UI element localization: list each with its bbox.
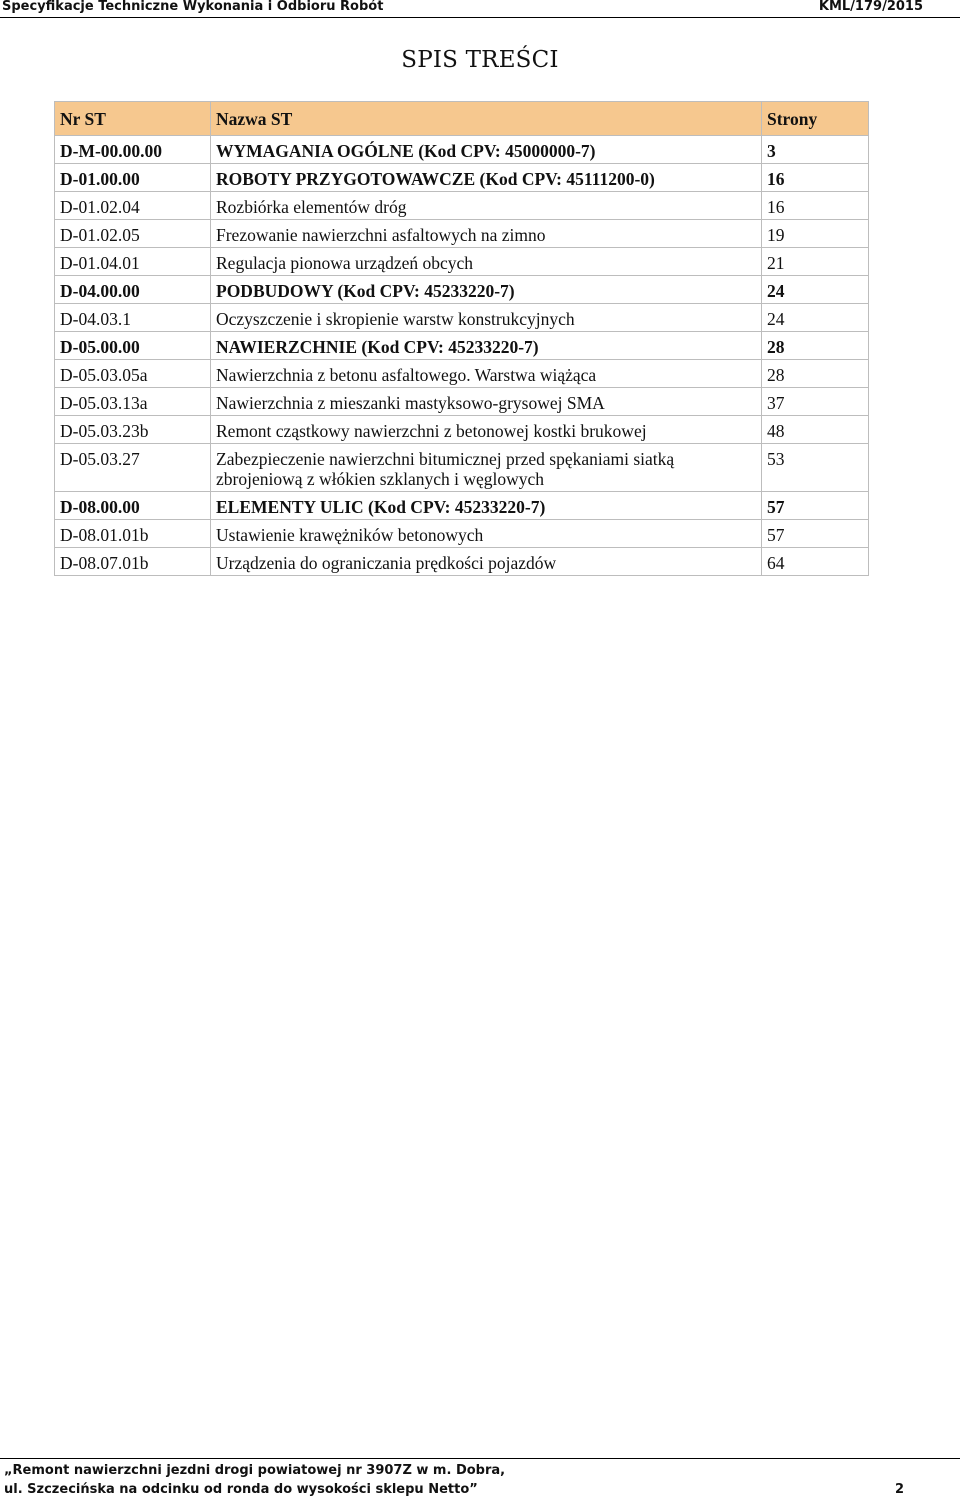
toc-code-cell: D-01.04.01 — [55, 248, 211, 276]
toc-pages-cell: 28 — [762, 332, 869, 360]
footer-rule — [0, 1458, 960, 1459]
toc-code-cell: D-01.00.00 — [55, 164, 211, 192]
header-rule — [0, 17, 960, 18]
toc-name-cell: Zabezpieczenie nawierzchni bitumicznej przed spękaniami siatką zbrojeniową z włókien szklanych i węglowych — [211, 444, 762, 492]
table-row — [55, 248, 869, 276]
toc-code-cell: D-05.03.05a — [55, 360, 211, 388]
page-title: SPIS TREŚCI — [401, 47, 559, 73]
toc-name-cell: Ustawienie krawężników betonowych — [211, 520, 762, 548]
running-footer — [4, 1461, 956, 1499]
toc-pages-cell: 24 — [762, 276, 869, 304]
toc-code-cell: D-05.03.13a — [55, 388, 211, 416]
toc-name-cell: Regulacja pionowa urządzeń obcych — [211, 248, 762, 276]
toc-code-cell: D-05.03.27 — [55, 444, 211, 492]
column-header-name: Nazwa ST — [211, 102, 762, 136]
footer-project-line-2: ul. Szczecińska na odcinku od ronda do wysokości sklepu Netto” — [4, 1482, 478, 1497]
page-number: 2 — [894, 1482, 904, 1497]
toc-name-cell: ROBOTY PRZYGOTOWAWCZE (Kod CPV: 45111200-0) — [211, 164, 762, 192]
table-row — [55, 444, 869, 492]
toc-pages-cell: 21 — [762, 248, 869, 276]
table-row — [55, 276, 869, 304]
toc-code-cell: D-05.03.23b — [55, 416, 211, 444]
column-header-pages: Strony — [762, 102, 869, 136]
table-row — [55, 416, 869, 444]
toc-pages-cell: 28 — [762, 360, 869, 388]
table-row — [55, 220, 869, 248]
toc-pages-cell: 37 — [762, 388, 869, 416]
toc-pages-cell: 48 — [762, 416, 869, 444]
table-row — [55, 136, 869, 164]
toc-name-cell: Nawierzchnia z mieszanki mastyksowo-grysowej SMA — [211, 388, 762, 416]
running-header — [0, 0, 960, 14]
table-row — [55, 548, 869, 576]
toc-pages-cell: 3 — [762, 136, 869, 164]
toc-code-cell: D-04.03.1 — [55, 304, 211, 332]
toc-name-cell: NAWIERZCHNIE (Kod CPV: 45233220-7) — [211, 332, 762, 360]
table-row — [55, 164, 869, 192]
toc-pages-cell: 64 — [762, 548, 869, 576]
toc-code-cell: D-05.00.00 — [55, 332, 211, 360]
header-document-code: KML/179/2015 — [818, 0, 923, 14]
header-document-title: Specyfikacje Techniczne Wykonania i Odbioru Robót — [2, 0, 384, 14]
toc-table — [54, 101, 869, 576]
toc-pages-cell: 16 — [762, 164, 869, 192]
toc-name-cell: ELEMENTY ULIC (Kod CPV: 45233220-7) — [211, 492, 762, 520]
toc-name-cell: Nawierzchnia z betonu asfaltowego. Warstwa wiążąca — [211, 360, 762, 388]
table-row — [55, 388, 869, 416]
toc-name-cell: Rozbiórka elementów dróg — [211, 192, 762, 220]
toc-code-cell: D-04.00.00 — [55, 276, 211, 304]
toc-name-cell: WYMAGANIA OGÓLNE (Kod CPV: 45000000-7) — [211, 136, 762, 164]
toc-pages-cell: 16 — [762, 192, 869, 220]
toc-pages-cell: 53 — [762, 444, 869, 492]
toc-name-cell: PODBUDOWY (Kod CPV: 45233220-7) — [211, 276, 762, 304]
toc-header-row — [55, 102, 869, 136]
table-row — [55, 304, 869, 332]
toc-code-cell: D-08.00.00 — [55, 492, 211, 520]
toc-body — [55, 136, 869, 576]
table-row — [55, 492, 869, 520]
toc-name-cell: Remont cząstkowy nawierzchni z betonowej kostki brukowej — [211, 416, 762, 444]
table-row — [55, 332, 869, 360]
toc-code-cell: D-01.02.04 — [55, 192, 211, 220]
toc-code-cell: D-M-00.00.00 — [55, 136, 211, 164]
toc-pages-cell: 57 — [762, 492, 869, 520]
toc-code-cell: D-08.01.01b — [55, 520, 211, 548]
column-header-code: Nr ST — [55, 102, 211, 136]
footer-project-line-1: „Remont nawierzchni jezdni drogi powiatowej nr 3907Z w m. Dobra, — [4, 1463, 506, 1478]
toc-name-cell: Urządzenia do ograniczania prędkości pojazdów — [211, 548, 762, 576]
toc-code-cell: D-08.07.01b — [55, 548, 211, 576]
table-row — [55, 520, 869, 548]
toc-name-cell: Oczyszczenie i skropienie warstw konstrukcyjnych — [211, 304, 762, 332]
table-row — [55, 360, 869, 388]
toc-code-cell: D-01.02.05 — [55, 220, 211, 248]
toc-pages-cell: 19 — [762, 220, 869, 248]
toc-pages-cell: 24 — [762, 304, 869, 332]
toc-pages-cell: 57 — [762, 520, 869, 548]
table-row — [55, 192, 869, 220]
toc-name-cell: Frezowanie nawierzchni asfaltowych na zimno — [211, 220, 762, 248]
